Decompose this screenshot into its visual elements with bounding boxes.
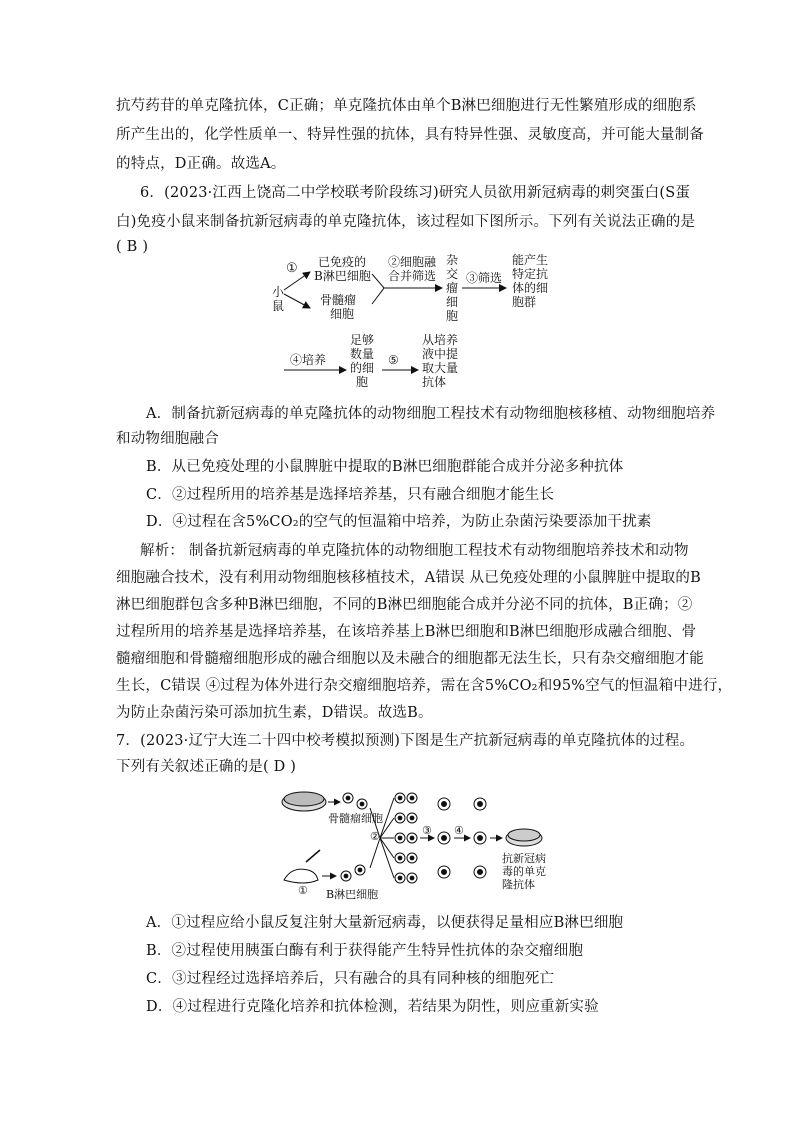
q6-analysis-line-6: 生长，C错误 ④过程为体外进行杂交瘤细胞培养，需在含5%CO₂和95%空气的恒温箱中进行， [116,678,733,694]
q6-option-c: C．②过程所用的培养基是选择培养基，只有融合细胞才能生长 [146,487,555,503]
q7-process-diagram [276,784,576,904]
q6-extract-line-4: 抗体 [422,375,447,389]
q7-option-a: A．①过程应给小鼠反复注射大量新冠病毒，以便获得足量相应B淋巴细胞 [146,915,624,931]
q6-enough-line-3: 的细 [350,361,375,375]
q6-result-line-2: 特定抗 [512,267,549,281]
q6-option-a-line-2: 和动物细胞融合 [116,431,219,447]
q6-analysis-line-3: 淋巴细胞群包含多种B淋巴细胞，不同的B淋巴细胞能合成并分泌不同的抗体，B正确；② [116,597,693,613]
q7-myeloma-label: 骨髓瘤细胞 [328,812,383,825]
q6-hybridoma-char-2: 交 [446,267,459,281]
q7-option-b: B．②过程使用胰蛋白酶有利于获得能产生特异性抗体的杂交瘤细胞 [146,943,584,959]
q6-answer: ( B ) [116,239,149,255]
prev-explanation-line-1: 抗芍药苷的单克隆抗体，C正确；单克隆抗体由单个B淋巴细胞进行无性繁殖形成的细胞系 [116,98,697,114]
q7-step4-label: ④ [454,824,464,837]
q6-enough-line-1: 足够 [350,333,375,347]
q7-stem-line-1: 7．(2023·辽宁大连二十四中校考模拟预测)下图是生产抗新冠病毒的单克隆抗体的过程。 [116,733,695,749]
q6-step4-label: ④培养 [290,353,327,367]
q6-hybridoma-char-4: 细 [446,295,459,309]
q6-enough-line-4: 胞 [356,375,369,389]
q7-mouse-icon [284,869,318,883]
q6-extract-line-3: 取大量 [422,361,459,375]
q6-enough-line-2: 数量 [350,347,375,361]
prev-explanation-line-2: 所产生出的，化学性质单一、特异性强的抗体，具有特异性强、灵敏度高，并可能大量制备 [116,127,704,143]
q6-hybridoma-char-3: 瘤 [446,281,459,295]
q6-analysis-line-2: 细胞融合技术，没有利用动物细胞核移植技术，A错误 从已免疫处理的小鼠脾脏中提取的B [116,570,701,586]
q7-step1-label: ① [298,884,308,897]
prev-explanation-line-3: 的特点，D正确。故选A。 [116,156,286,172]
q7-antibody-line-2: 毒的单克 [502,865,546,878]
q7-option-d: D．④过程进行克隆化培养和抗体检测，若结果为阴性，则应重新实验 [146,999,599,1015]
q7-stem-line-2: 下列有关叙述正确的是( D ) [116,759,297,775]
q7-step3-label: ③ [422,824,432,837]
q6-hybridoma-char-5: 胞 [446,309,459,323]
q6-immunized-b-label-2: B淋巴细胞 [314,269,371,283]
q6-option-d: D．④过程在含5%CO₂的空气的恒温箱中培养，为防止杂菌污染要添加干扰素 [146,514,652,530]
q6-stem-line-2: 白)免疫小鼠来制备抗新冠病毒的单克隆抗体，该过程如下图所示。下列有关说法正确的是 [116,214,696,230]
q6-result-line-1: 能产生 [512,253,549,267]
q6-hybridoma-char-1: 杂 [446,253,459,267]
q7-bcell-label: B淋巴细胞 [326,888,379,901]
q6-myeloma-label-2: 细胞 [330,307,355,321]
q6-analysis-line-4: 过程所用的培养基是选择培养基，在该培养基上B淋巴细胞和B淋巴细胞形成融合细胞、骨 [116,624,697,640]
q6-step5-label: ⑤ [388,353,399,367]
q6-immunized-b-label-1: 已免疫的 [318,255,367,269]
q7-step2-label: ② [370,830,380,843]
q6-option-b: B．从已免疫处理的小鼠脾脏中提取的B淋巴细胞群能合成并分泌多种抗体 [146,459,624,475]
q7-syringe-icon [306,850,320,862]
q7-antibody-line-3: 隆抗体 [502,878,535,891]
q6-extract-line-2: 液中提 [422,347,459,361]
q6-step2-label-1: ②细胞融 [388,255,437,269]
q6-myeloma-label-1: 骨髓瘤 [320,293,357,307]
q6-process-diagram [260,252,580,400]
q6-step3-label: ③筛选 [466,271,503,285]
q6-mouse-label-2: 鼠 [272,299,285,313]
q6-merge-line-2 [372,288,384,304]
q6-option-a-line-1: A．制备抗新冠病毒的单克隆抗体的动物细胞工程技术有动物细胞核移植、动物细胞培养 [146,406,716,422]
q7-fused-cells [395,793,417,883]
q6-analysis-line-7: 为防止杂菌污染可添加抗生素，D错误。故选B。 [116,705,433,721]
q6-step2-label-2: 合并筛选 [388,269,437,283]
q6-mouse-label-1: 小 [272,285,285,299]
q6-result-line-4: 胞群 [512,295,537,309]
q6-step1-label: ① [286,261,298,276]
q6-analysis-line-1: 解析： 制备抗新冠病毒的单克隆抗体的动物细胞工程技术有动物细胞培养技术和动物 [140,543,689,559]
q7-option-c: C．③过程经过选择培养后，只有融合的具有同种核的细胞死亡 [146,971,555,987]
q6-stem-line-1: 6．(2023·江西上饶高二中学校联考阶段练习)研究人员欲用新冠病毒的刺突蛋白(S蛋 [140,185,691,201]
q6-arrow-down [284,294,310,308]
q7-antibody-line-1: 抗新冠病 [502,852,546,865]
q6-extract-line-1: 从培养 [422,333,459,347]
q6-merge-line-1 [372,274,384,288]
q6-result-line-3: 体的细 [512,281,549,295]
q6-analysis-line-5: 髓瘤细胞和骨髓瘤细胞形成的融合细胞以及未融合的细胞都无法生长，只有杂交瘤细胞才能 [116,651,704,667]
